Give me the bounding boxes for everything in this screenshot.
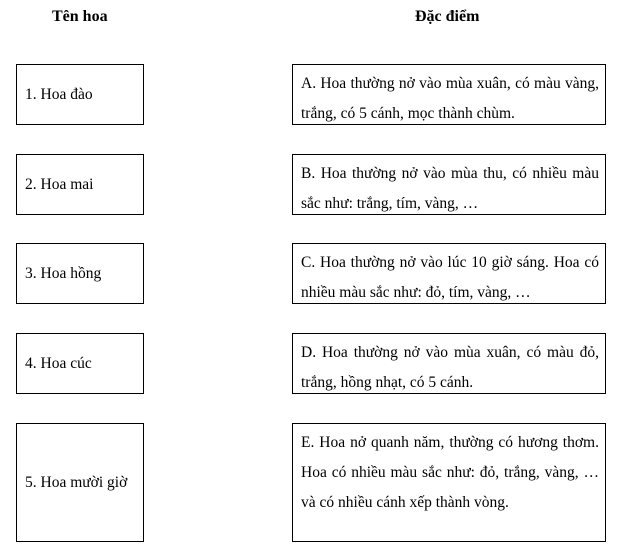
- characteristic-box-c: C. Hoa thường nở vào lúc 10 giờ sáng. Hoa có nhiều màu sắc như: đỏ, tím, vàng, …: [292, 243, 606, 304]
- flower-box-3: 3. Hoa hồng: [16, 243, 144, 304]
- column-header-characteristics: Đặc điểm: [415, 8, 480, 25]
- characteristic-box-e: E. Hoa nở quanh năm, thường có hương thơm. Hoa có nhiều màu sắc như: đỏ, trắng, vàng, … và có nhiều cánh xếp thành vòng.: [292, 423, 606, 542]
- characteristic-box-b: B. Hoa thường nở vào mùa thu, có nhiều màu sắc như: trắng, tím, vàng, …: [292, 154, 606, 215]
- characteristic-box-d: D. Hoa thường nở vào mùa xuân, có màu đỏ, trắng, hồng nhạt, có 5 cánh.: [292, 333, 606, 394]
- flower-box-5: 5. Hoa mười giờ: [16, 423, 144, 542]
- flower-box-4: 4. Hoa cúc: [16, 333, 144, 394]
- column-header-flower-name: Tên hoa: [52, 8, 108, 25]
- characteristic-box-a: A. Hoa thường nở vào mùa xuân, có màu vàng, trắng, có 5 cánh, mọc thành chùm.: [292, 64, 606, 125]
- flower-box-1: 1. Hoa đào: [16, 64, 144, 125]
- flower-box-2: 2. Hoa mai: [16, 154, 144, 215]
